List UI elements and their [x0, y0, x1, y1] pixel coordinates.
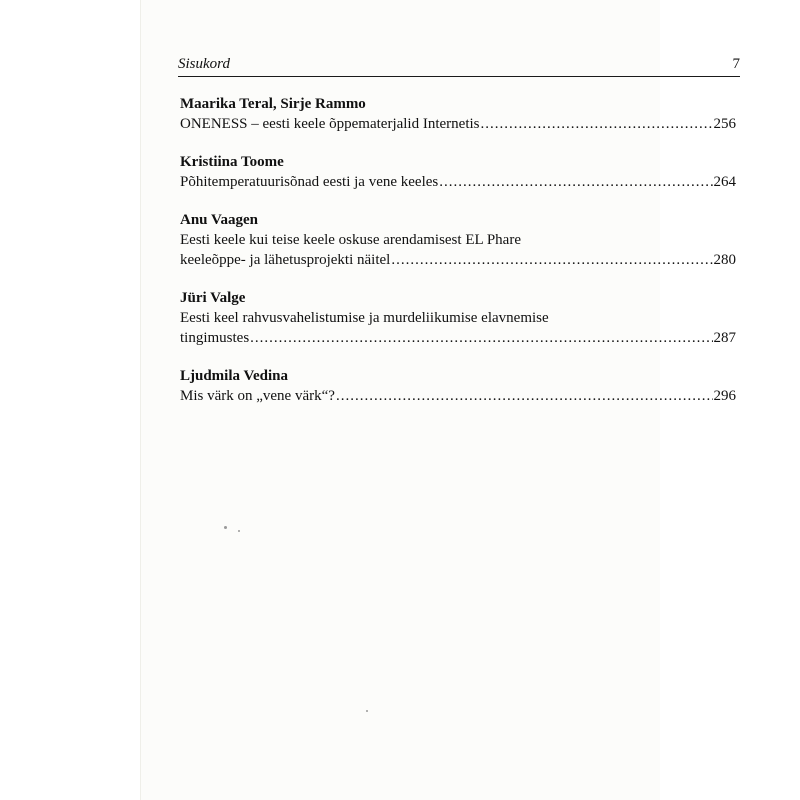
running-title: Sisukord — [178, 56, 230, 72]
toc-title: Eesti keel rahvusvahelistumise ja murdeliikumise elavnemise — [180, 310, 549, 326]
paper-speck — [238, 530, 240, 532]
toc-author: Ljudmila Vedina — [180, 368, 288, 384]
header-rule — [178, 76, 740, 77]
toc-title: Eesti keele kui teise keele oskuse arendamisest EL Phare — [180, 232, 521, 248]
toc-title-line — [180, 114, 736, 134]
toc-page-ref: 256 — [713, 116, 736, 132]
paper-speck — [366, 710, 368, 712]
table-of-contents — [180, 94, 736, 424]
toc-title: Põhitemperatuurisõnad eesti ja vene keeles — [180, 174, 439, 190]
paper-speck — [224, 526, 227, 529]
toc-page-ref: 280 — [713, 252, 736, 268]
toc-author: Kristiina Toome — [180, 154, 284, 170]
page-header — [178, 56, 740, 73]
toc-entry — [180, 94, 736, 134]
toc-title: tingimustes — [180, 330, 250, 346]
toc-entry — [180, 152, 736, 192]
dot-leader — [250, 328, 712, 348]
toc-page-ref: 264 — [713, 174, 736, 190]
dot-leader — [391, 250, 712, 270]
toc-title-line — [180, 386, 736, 406]
toc-author: Anu Vaagen — [180, 212, 258, 228]
dot-leader — [439, 172, 712, 192]
toc-title-line — [180, 172, 736, 192]
toc-page-ref: 287 — [713, 330, 736, 346]
toc-entry — [180, 288, 736, 348]
toc-title: keeleõppe- ja lähetusprojekti näitel — [180, 252, 391, 268]
toc-title: ONENESS – eesti keele õppematerjalid Internetis — [180, 116, 480, 132]
toc-author: Maarika Teral, Sirje Rammo — [180, 96, 366, 112]
toc-page-ref: 296 — [713, 388, 736, 404]
dot-leader — [336, 386, 713, 406]
page-number: 7 — [732, 56, 740, 72]
book-page — [140, 0, 740, 800]
toc-entry — [180, 210, 736, 270]
toc-title-line — [180, 250, 736, 270]
toc-author: Jüri Valge — [180, 290, 246, 306]
toc-title-line — [180, 328, 736, 348]
toc-entry — [180, 366, 736, 406]
dot-leader — [481, 114, 713, 134]
toc-title: Mis värk on „vene värk“? — [180, 388, 335, 404]
